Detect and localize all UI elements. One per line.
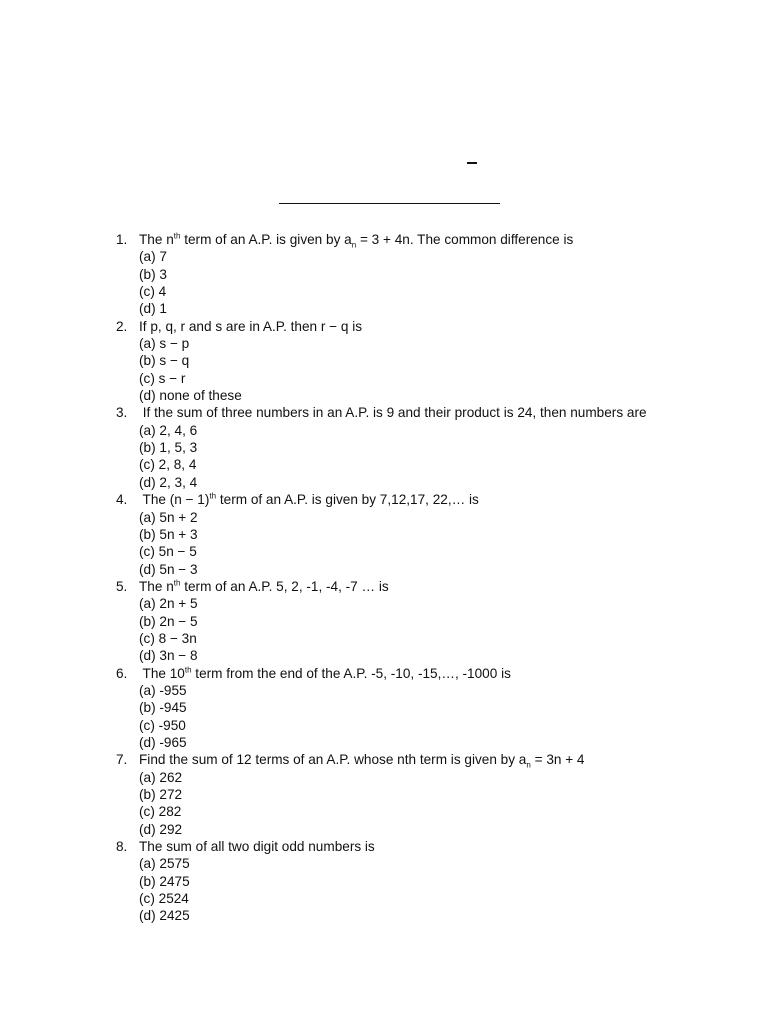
question-number: 8. bbox=[116, 839, 128, 855]
question-6 bbox=[116, 665, 736, 752]
option-d: (d) none of these bbox=[139, 388, 242, 404]
question-text: The 10th term from the end of the A.P. -5, -10, -15,…, -1000 is bbox=[139, 665, 511, 681]
option-b: (b) s − q bbox=[139, 353, 190, 369]
question-number: 4. bbox=[116, 492, 128, 508]
question-number: 1. bbox=[116, 232, 128, 247]
option-b: (b) 1, 5, 3 bbox=[139, 440, 198, 456]
option-d: (d) 2425 bbox=[139, 908, 190, 924]
question-list bbox=[116, 231, 736, 925]
option-d: (d) 5n − 3 bbox=[139, 561, 198, 577]
question-7 bbox=[116, 751, 736, 838]
question-number: 7. bbox=[116, 752, 128, 768]
option-a: (a) -955 bbox=[139, 682, 187, 698]
question-2 bbox=[116, 318, 736, 405]
question-5 bbox=[116, 578, 736, 665]
option-c: (c) 4 bbox=[139, 284, 167, 300]
question-1 bbox=[116, 231, 736, 318]
option-c: (c) 2524 bbox=[139, 891, 189, 907]
question-number: 2. bbox=[116, 318, 128, 334]
option-a: (a) 262 bbox=[139, 769, 183, 785]
option-a: (a) 2575 bbox=[139, 856, 190, 872]
option-b: (b) 5n + 3 bbox=[139, 526, 198, 542]
option-c: (c) 2, 8, 4 bbox=[139, 457, 197, 473]
option-d: (d) 3n − 8 bbox=[139, 648, 198, 664]
option-c: (c) -950 bbox=[139, 717, 186, 733]
option-a: (a) s − p bbox=[139, 336, 190, 352]
question-number: 5. bbox=[116, 578, 128, 594]
question-text: If the sum of three numbers in an A.P. is 9 and their product is 24, then numbers are bbox=[139, 405, 647, 421]
option-d: (d) 1 bbox=[139, 301, 167, 317]
question-text: The $(n - 1)^{th}$ term of an A.P. is given by 7,12,17, 22,… is bbox=[139, 491, 479, 508]
option-a: (a) 7 bbox=[139, 249, 167, 265]
question-text: If p, q, r and s are in A.P. then r − q is bbox=[139, 318, 363, 334]
option-a: (a) 2n + 5 bbox=[139, 596, 198, 612]
option-b: (b) 2n − 5 bbox=[139, 613, 198, 629]
question-4 bbox=[116, 491, 736, 578]
option-b: (b) 2475 bbox=[139, 873, 190, 889]
option-c: (c) 282 bbox=[139, 804, 182, 820]
option-d: (d) -965 bbox=[139, 734, 187, 750]
option-d: (d) 292 bbox=[139, 821, 183, 837]
option-a: (a) 5n + 2 bbox=[139, 509, 198, 525]
option-b: (b) 3 bbox=[139, 266, 167, 282]
question-text: The $n^{th}$ term of an A.P. is given by $a_n = 3 + 4n$. The common difference is bbox=[139, 231, 574, 250]
title-underline bbox=[279, 203, 500, 204]
option-c: (c) 8 − 3n bbox=[139, 630, 197, 646]
option-c: (c) 5n − 5 bbox=[139, 544, 197, 560]
question-8 bbox=[116, 838, 736, 925]
question-3 bbox=[116, 404, 736, 491]
question-text: Find the sum of 12 terms of an A.P. whose nth term is given by $a_n = 3n + 4$ bbox=[139, 752, 585, 771]
header-dash bbox=[467, 162, 477, 164]
question-number: 3. bbox=[116, 405, 128, 421]
question-text: The sum of all two digit odd numbers is bbox=[139, 839, 375, 855]
option-c: (c) s − r bbox=[139, 370, 186, 386]
question-number: 6. bbox=[116, 665, 128, 681]
option-a: (a) 2, 4, 6 bbox=[139, 422, 198, 438]
question-text: The $n^{th}$ term of an A.P. 5, 2, -1, -4, -7 … is bbox=[139, 578, 389, 594]
option-d: (d) 2, 3, 4 bbox=[139, 474, 198, 490]
option-b: (b) -945 bbox=[139, 700, 187, 716]
option-b: (b) 272 bbox=[139, 787, 183, 802]
